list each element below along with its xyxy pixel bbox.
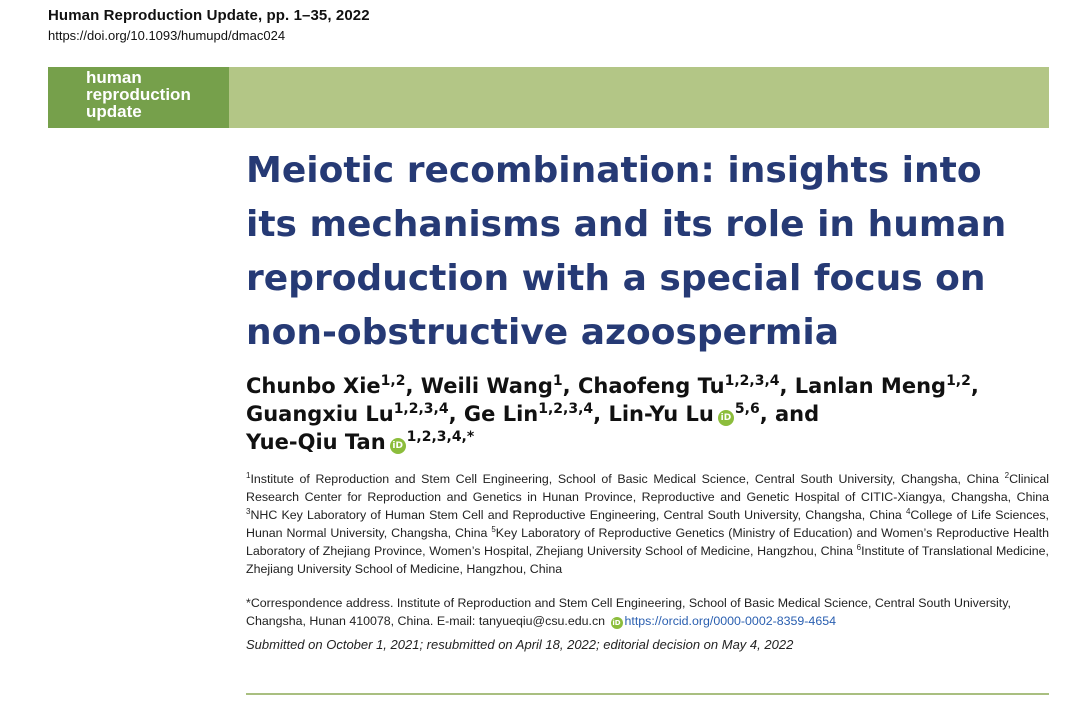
title-line: non-obstructive azoospermia (246, 312, 839, 353)
affil-number: 1 (246, 471, 251, 480)
author-name: Chaofeng Tu (577, 374, 725, 398)
affil-text: College of Life Sciences, Hunan Normal University, Changsha, China (246, 508, 1049, 540)
orcid-link[interactable]: https://orcid.org/0000-0002-8359-4654 (624, 614, 836, 628)
doi-link[interactable]: https://doi.org/10.1093/humupd/dmac024 (48, 28, 286, 43)
author-sep: , (779, 374, 788, 398)
affil-text: Institute of Translational Medicine, Zhejiang University School of Medicine, Hangzhou, China (246, 544, 1049, 576)
author-list (246, 372, 1046, 456)
journal-banner (48, 67, 1049, 128)
affil-number: 6 (856, 543, 862, 552)
affil-text: Institute of Reproduction and Stem Cell Engineering, School of Basic Medical Science, Central South University, Changsha, China (250, 472, 999, 486)
author-sep: , and (759, 402, 820, 426)
author-name: Lin-Yu Lu (608, 402, 714, 426)
affil-text: Clinical Research Center for Reproduction and Genetics in Hunan Province, Reproductive and Genetic Hospital of CITIC-Xiangya, Changsha, China (246, 472, 1049, 504)
affil-number: 5 (491, 525, 496, 534)
correspondence (246, 594, 1049, 630)
submission-dates: Submitted on October 1, 2021; resubmitted on April 18, 2022; editorial decision on May 4, 2022 (246, 637, 794, 652)
title-line: its mechanisms and its role in human (246, 204, 1007, 245)
title-line: reproduction with a special focus on (246, 258, 986, 299)
journal-citation: Human Reproduction Update, pp. 1–35, 2022 (48, 7, 370, 24)
affiliations (246, 470, 1049, 578)
author-line (246, 400, 1046, 428)
logo-word: reproduction (86, 85, 191, 104)
affil-text: Key Laboratory of Reproductive Genetics (Ministry of Education) and Women’s Reproductive Health Laboratory of Zhejiang Province, Women’s Hospital, Zhejiang University School of Medicine, Hangzhou, China (246, 526, 1049, 558)
orcid-icon[interactable]: iD (612, 619, 621, 627)
author-affil: 1,2,3,4 (724, 373, 780, 389)
affil-number: 3 (246, 507, 251, 516)
author-affil: 1 (552, 373, 563, 389)
author-line (246, 372, 1046, 400)
journal-logo (48, 67, 229, 128)
author-name: Guangxiu Lu (246, 402, 394, 426)
correspondence-text: *Correspondence address. Institute of Reproduction and Stem Cell Engineering, School of Basic Medical Science, Central South University, Changsha, Hunan 410078, China. E-mail: tanyueqiu@csu.edu.cn (246, 596, 1011, 628)
author-sep: , (970, 374, 979, 398)
affil-text: NHC Key Laboratory of Human Stem Cell and Reproductive Engineering, Central South University, Changsha, China (250, 508, 902, 522)
author-name: Yue-Qiu Tan (246, 430, 386, 454)
title-line: Meiotic recombination: insights into (246, 150, 982, 191)
affil-number: 2 (1004, 471, 1010, 480)
divider-rule (246, 693, 1049, 695)
author-sep: , (405, 374, 414, 398)
logo-word: update (86, 102, 142, 121)
author-affil: 1,2,3,4,* (406, 429, 475, 445)
author-line (246, 428, 1046, 456)
article-title (246, 144, 1046, 360)
orcid-icon[interactable]: iD (390, 438, 406, 454)
author-sep: , (562, 374, 571, 398)
author-name: Ge Lin (463, 402, 539, 426)
affil-number: 4 (905, 507, 911, 516)
author-sep: , (593, 402, 602, 426)
author-affil: 5,6 (734, 401, 760, 417)
orcid-icon[interactable]: iD (718, 410, 734, 426)
author-name: Chunbo Xie (246, 374, 381, 398)
author-affil: 1,2,3,4 (393, 401, 449, 417)
author-name: Weili Wang (420, 374, 553, 398)
logo-word: human (86, 68, 142, 87)
author-affil: 1,2 (380, 373, 406, 389)
author-affil: 1,2,3,4 (538, 401, 594, 417)
author-sep: , (448, 402, 457, 426)
author-name: Lanlan Meng (794, 374, 947, 398)
author-affil: 1,2 (946, 373, 971, 389)
